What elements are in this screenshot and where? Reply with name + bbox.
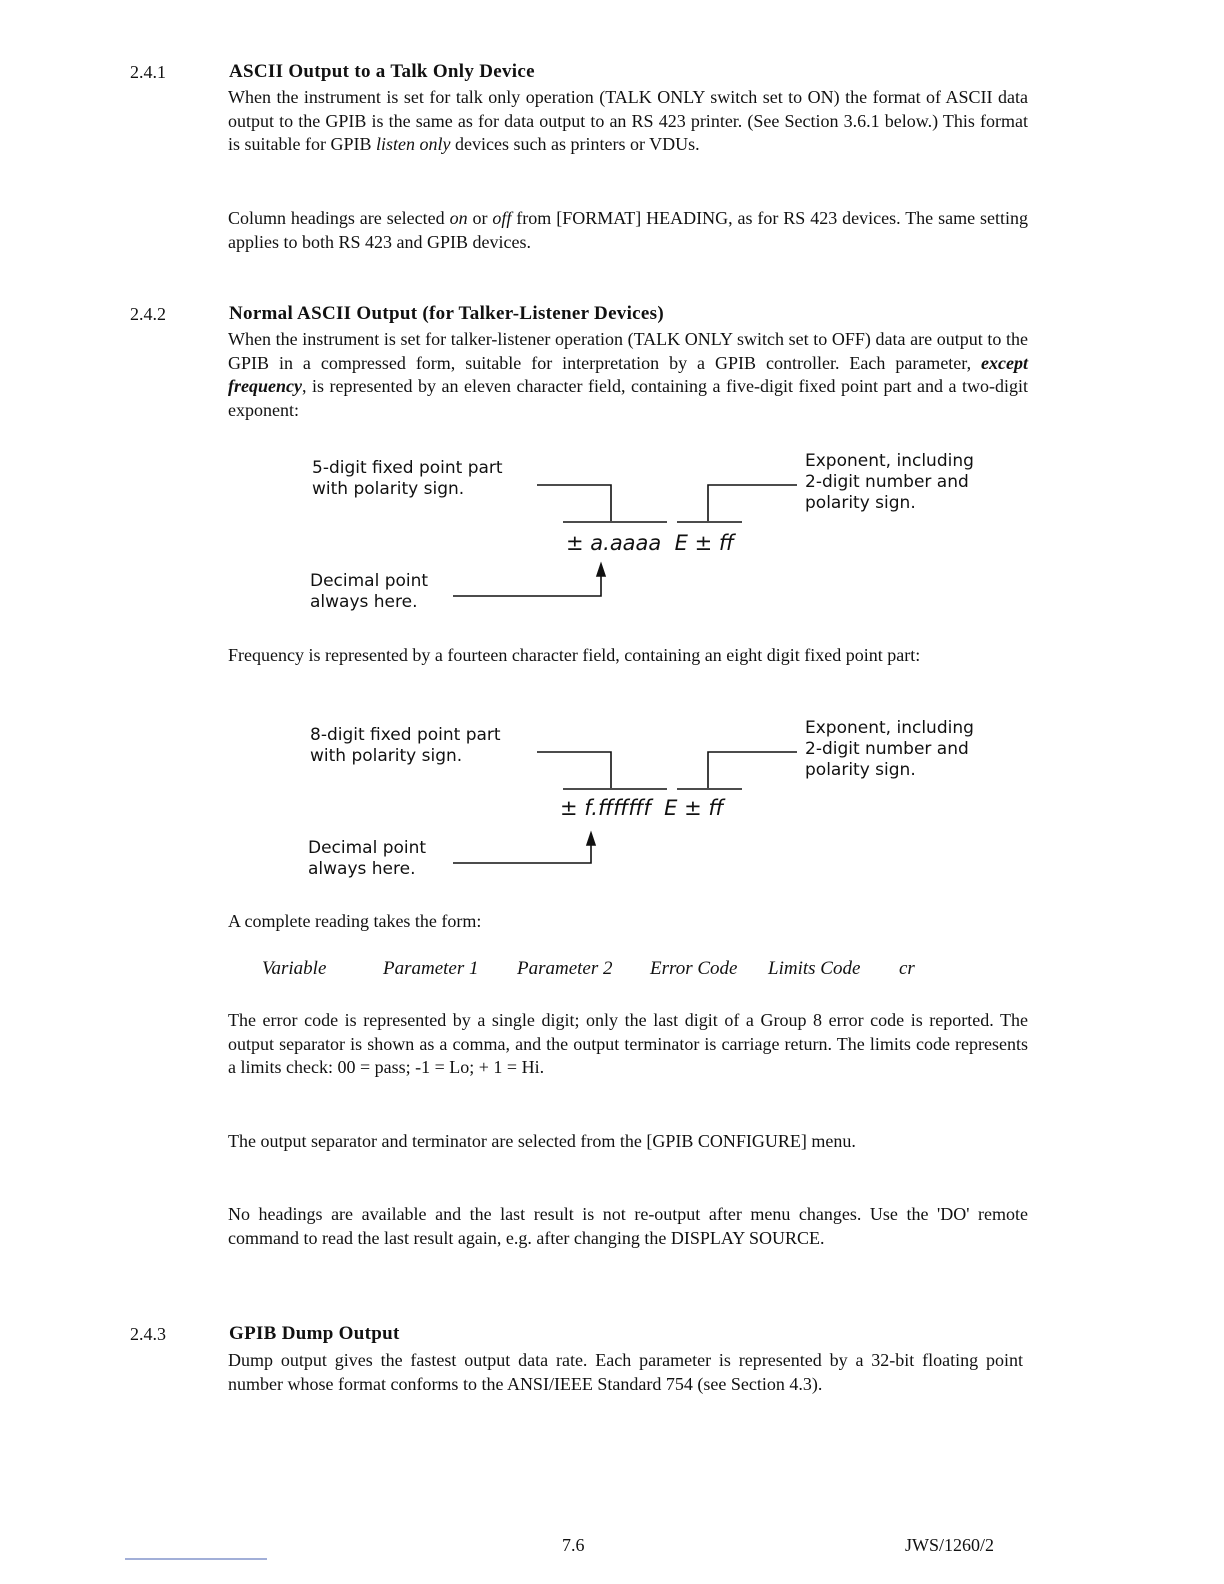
diagram-label: Decimal point always here. xyxy=(310,571,429,612)
reading-field: Variable xyxy=(262,958,327,979)
diagram1-lines xyxy=(453,485,797,596)
diagram-label: Decimal point always here. xyxy=(308,838,427,879)
page-number: 7.6 xyxy=(562,1535,585,1555)
reading-field: Limits Code xyxy=(768,958,861,979)
section-heading: Normal ASCII Output (for Talker-Listener Devices) xyxy=(229,303,664,324)
document-reference: JWS/1260/2 xyxy=(905,1535,995,1555)
paragraph: The output separator and terminator are selected from the [GPIB CONFIGURE] menu. xyxy=(228,1131,856,1151)
paragraph: A complete reading takes the form: xyxy=(228,911,482,931)
reading-field: cr xyxy=(899,958,915,979)
paragraph: The error code is represented by a single digit; only the last digit of a Group 8 error code is reported. The output separator is shown as a comma, and the output terminator is carriage return. The limits code represents a limits check: 00 = pass; -1 = Lo; + 1 = Hi. xyxy=(228,1010,1028,1078)
paragraph: No headings are available and the last result is not re-output after menu changes. Use the 'DO' remote command to read the last result again, e.g. after changing the DISPLAY SOURCE. xyxy=(228,1204,1028,1248)
diagram-label: 5-digit fixed point part with polarity sign. xyxy=(312,458,503,499)
diagram-label: Exponent, including 2-digit number and polarity sign. xyxy=(805,451,974,513)
paragraph: When the instrument is set for talk only operation (TALK ONLY switch set to ON) the format of ASCII data output to the GPIB is the same as for data output to an RS 423 printer. (See Section 3.6.1 below.) This format is suitable for GPIB listen only devices such as printers or VDUs. xyxy=(228,87,1028,155)
format-formula: ± a.aaaa E ± ff xyxy=(566,531,735,555)
paragraph: When the instrument is set for talker-listener operation (TALK ONLY switch set to OFF) data are output to the GPIB in a compressed form, suitable for interpretation by a GPIB controller. Each parameter, except frequency, is represented by an eleven character field, containing a five-digit fixed point part and a two-digit exponent: xyxy=(228,329,1028,420)
diagram-label: 8-digit fixed point part with polarity sign. xyxy=(310,725,501,766)
section-number: 2.4.2 xyxy=(130,304,166,324)
reading-field: Parameter 2 xyxy=(517,958,613,979)
section-number: 2.4.3 xyxy=(130,1324,166,1344)
paragraph: Dump output gives the fastest output data rate. Each parameter is represented by a 32-bit floating point number whose format conforms to the ANSI/IEEE Standard 754 (see Section 4.3). xyxy=(228,1350,1023,1394)
paragraph: Frequency is represented by a fourteen character field, containing an eight digit fixed point part: xyxy=(228,645,921,665)
section-heading: ASCII Output to a Talk Only Device xyxy=(229,61,535,82)
format-formula: ± f.fffffff E ± ff xyxy=(560,796,724,820)
reading-field: Parameter 1 xyxy=(383,958,479,979)
section-number: 2.4.1 xyxy=(130,62,166,82)
diagram-label: Exponent, including 2-digit number and polarity sign. xyxy=(805,718,974,780)
section-heading: GPIB Dump Output xyxy=(229,1323,400,1344)
paragraph: Column headings are selected on or off from [FORMAT] HEADING, as for RS 423 devices. The same setting applies to both RS 423 and GPIB devices. xyxy=(228,208,1028,252)
diagram2-lines xyxy=(453,752,797,863)
reading-field: Error Code xyxy=(650,958,738,979)
